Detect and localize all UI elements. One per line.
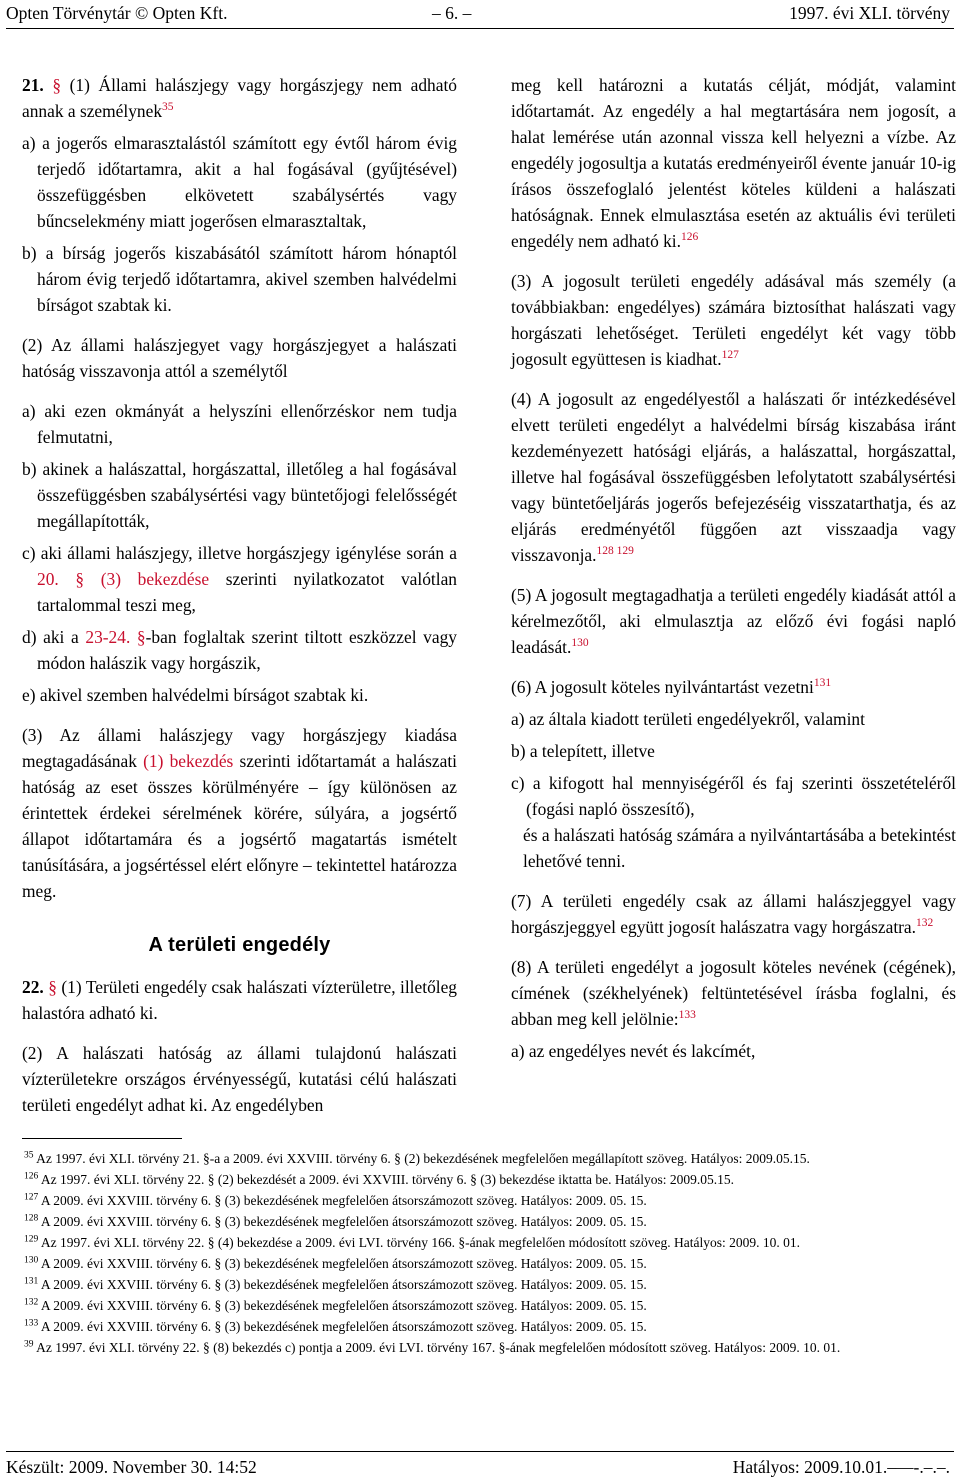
footnote-divider [22,1138,182,1139]
section-22-paragraph-6 [511,674,956,700]
footnote-text: A 2009. évi XXVIII. törvény 6. § (3) bekezdésének megfelelően átsorszámozott szöveg. Hatályos: 2009. 05. 15. [38,1298,647,1313]
footnote [6,1253,956,1274]
list-item [22,540,457,618]
paragraph-text: (4) A jogosult az engedélyestől a halászati őr intézkedésével elvett területi engedélyt a halvédelmi bírság kiszabása iránt kezdeményezett hatósági eljárás, a halászattal, horgászattal, illetve hal fogásával összefüggésben lefolytatott szabálysértési vagy büntetőeljárás jogerős befejezéséig visszatarthatja, és az eljárás eredményétől függően azt visszaadja vagy visszavonja. [511,389,956,565]
footnote-number: 128 [24,1213,39,1224]
footnote-number: 130 [24,1255,39,1266]
section-22-paragraph-1 [22,974,457,1026]
header-publisher: Opten Törvénytár © Opten Kft. [6,3,228,23]
paragraph-text: (1) Állami halászjegy vagy horgászjegy nem adható annak a személynek [22,75,457,121]
footnote-ref[interactable]: 128 129 [596,545,634,558]
footnote-text: A 2009. évi XXVIII. törvény 6. § (3) bekezdésének megfelelően átsorszámozott szöveg. Hatályos: 2009. 05. 15. [38,1256,647,1271]
page-header [6,2,954,28]
footnote-ref[interactable]: 127 [721,349,739,362]
item-text: d) aki a [22,627,86,647]
footnote [6,1169,956,1190]
paragraph-text: (3) Az állami halászjegy vagy horgászjegy kiadása megtagadásának [22,725,457,771]
section-22-paragraph-3 [511,268,956,372]
section-22-paragraph-2: (2) A halászati hatóság az állami tulajdonú halászati vízterületekre országos érvényességű, kutatási célú halászati területi engedélyt adhat ki. Az engedélyben [22,1043,457,1115]
paragraph-text: (8) A területi engedélyt a jogosult köteles nevének (cégének), címének (székhelyének) feltüntetésével írásba foglalni, és abban meg kell jelölnie: [511,957,956,1029]
footnote-number: 133 [24,1318,39,1329]
list-item: e) akivel szemben halvédelmi bírságot szabtak ki. [22,685,369,705]
header-law-title: 1997. évi XLI. törvény [789,3,950,23]
footnote [6,1211,956,1232]
section-sign-link[interactable]: § [52,75,70,95]
footnote-ref[interactable]: 131 [813,677,832,690]
paragraph-text: szerinti időtartamát a halászati hatóság az eset összes körülményére – így különösen az érintettek érdekei sérelmének körére, súlyára, a jogsértő állapot időtartamára és a jogsértő magatartás ismételt tanúsítására, a jogsértéssel elért előnyre – tekintettel határozza meg. [22,751,457,901]
footnote [6,1148,956,1169]
section-22-paragraph-7 [511,888,956,940]
section-21-paragraph-1 [22,72,457,124]
footnote-text: Az 1997. évi XLI. törvény 21. §-a a 2009. évi XXVIII. törvény 6. § (2) bekezdésének megfelelően megállapított szöveg. Hatályos: 2009.05.15. [33,1151,810,1166]
footnote-ref[interactable]: 35 [162,101,174,114]
footnote [6,1295,956,1316]
footer-effective: Hatályos: 2009.10.01.–—-.–.–. [732,1457,950,1477]
paragraph-text: (7) A területi engedély csak az állami halászjeggyel vagy horgászjeggyel együtt jogosít halászatra vagy horgászatra. [511,891,956,937]
footnote [6,1190,956,1211]
section-22-paragraph-2-continued [511,72,956,254]
section-22-paragraph-4 [511,386,956,568]
footnote-number: 35 [24,1150,34,1161]
list-item: a) az általa kiadott területi engedélyekről, valamint [511,709,865,729]
list-item: a) aki ezen okmányát a helyszíni ellenőrzéskor nem tudja felmutatni, [22,401,457,447]
footnote-text: A 2009. évi XXVIII. törvény 6. § (3) bekezdésének megfelelően átsorszámozott szöveg. Hatályos: 2009. 05. 15. [38,1214,647,1229]
section-22-paragraph-8 [511,954,956,1032]
page-footer [6,1456,954,1482]
footnote-text: Az 1997. évi XLI. törvény 22. § (2) bekezdését a 2009. évi XXVIII. törvény 6. § (3) bekezdése iktatta be. Hatályos: 2009.05.15. [38,1172,735,1187]
footnote-ref[interactable]: 132 [916,917,934,930]
paragraph-text: (3) A jogosult területi engedély adásával más személy (a továbbiakban: engedélyes) számára biztosíthat halászati vagy horgászati lehetőséget. Területi engedélyt két vagy több jogosult együttesen is kiadhat. [511,271,956,369]
footnote [6,1316,956,1337]
footnote-ref[interactable]: 133 [678,1009,696,1022]
footnotes [6,1148,956,1358]
list-item: b) akinek a halászattal, horgászattal, illetőleg a hal fogásával összefüggésben szabálysértési vagy büntetőjogi felelősségét megállapították, [22,459,457,531]
footnote-text: A 2009. évi XXVIII. törvény 6. § (3) bekezdésének megfelelően átsorszámozott szöveg. Hatályos: 2009. 05. 15. [38,1193,647,1208]
paragraph-text: (1) Területi engedély csak halászati vízterületre, illetőleg halastóra adható ki. [22,977,458,1023]
section-22-paragraph-5 [511,582,956,660]
footnote-text: Az 1997. évi XLI. törvény 22. § (8) bekezdés c) pontja a 2009. évi LVI. törvény 167. §-ának megfelelően módosított szöveg. Hatályos: 2009. 10. 01. [33,1340,841,1355]
footnote-text: A 2009. évi XXVIII. törvény 6. § (3) bekezdésének megfelelően átsorszámozott szöveg. Hatályos: 2009. 05. 15. [38,1319,647,1334]
header-page-number: – 6. – [432,3,472,23]
section-number: 22. [22,977,49,997]
footnote-ref[interactable]: 126 [680,231,699,244]
paragraph-text: (6) A jogosult köteles nyilvántartást vezetni [511,677,814,697]
footnote [6,1337,956,1358]
cross-reference-link[interactable]: 23-24. § [85,627,146,647]
footnote-number: 127 [24,1192,39,1203]
left-column [22,72,457,1124]
right-column [511,72,956,1070]
header-divider [6,28,954,29]
paragraph-text: meg kell határozni a kutatás célját, módját, valamint időtartamát. Az engedély a hal megtartására nem jogosít, a halat lemérése után azonnal vissza kell helyezni a vízbe. Az engedély jogosultja a kutatás eredményeiről évente január 10-ig írásos összefoglaló jelentést köteles küldeni a halászati hatóságnak. Ennek elmulasztása esetén az aktuális évi területi engedély nem adható ki. [511,75,956,251]
section-sign-link[interactable]: § [48,977,62,997]
footnote-number: 132 [24,1297,39,1308]
list-item: b) a bírság jogerős kiszabásától számított három hónaptól három évig terjedő időtartamra, akivel szemben halvédelmi bírságot szabtak ki. [22,243,457,315]
footnote [6,1232,956,1253]
list-item [22,624,457,676]
cross-reference-link[interactable]: 20. § (3) bekezdése [37,569,210,589]
section-number: 21. [22,75,53,95]
footnote-text: Az 1997. évi XLI. törvény 22. § (4) bekezdése a 2009. évi LVI. törvény 166. §-ának megfelelően módosított szöveg. Hatályos: 2009. 10. 01. [38,1235,800,1250]
footnote-text: A 2009. évi XXVIII. törvény 6. § (3) bekezdésének megfelelően átsorszámozott szöveg. Hatályos: 2009. 05. 15. [38,1277,647,1292]
list-item: b) a telepített, illetve [511,741,655,761]
item-text: -ban foglaltak szerint tiltott eszközzel vagy módon halászik vagy horgászik, [37,627,457,673]
list-item: a) az engedélyes nevét és lakcímét, [511,1041,756,1061]
item-text: szerinti nyilatkozatot valótlan tartalommal teszi meg, [37,569,457,615]
section-heading: A területi engedély [148,934,331,956]
footnote-number: 129 [24,1234,39,1245]
list-item: c) a kifogott hal mennyiségéről és faj szerinti összetételéről (fogási napló összesítő), [511,773,956,819]
list-item-continuation: és a halászati hatóság számára a nyilvántartásába a betekintést lehetővé tenni. [523,825,956,871]
footnote-number: 39 [24,1339,34,1350]
footer-created: Készült: 2009. November 30. 14:52 [6,1457,257,1477]
list-item: a) a jogerős elmarasztalástól számított egy évtől három évig terjedő időtartamra, akit a hal fogásával (gyűjtésével) összefüggésben elkövetett szabálysértés vagy bűncselekmény miatt jogerősen elmarasztaltak, [22,133,457,231]
paragraph-text: (5) A jogosult megtagadhatja a területi engedély kiadását attól a kérelmezőtől, aki elmulasztja az előző évi fogási napló leadását. [511,585,956,657]
footer-divider [6,1451,954,1452]
section-21-paragraph-2: (2) Az állami halászjegyet vagy horgászjegyet a halászati hatóság visszavonja attól a személytől [22,335,457,381]
cross-reference-link[interactable]: (1) bekezdés [143,751,234,771]
item-text: c) aki állami halászjegy, illetve horgászjegy igénylése során a [22,543,457,563]
footnote-number: 126 [24,1171,39,1182]
footnote-ref[interactable]: 130 [571,637,589,650]
section-21-paragraph-3 [22,722,457,904]
footnote [6,1274,956,1295]
footnote-number: 131 [24,1276,39,1287]
